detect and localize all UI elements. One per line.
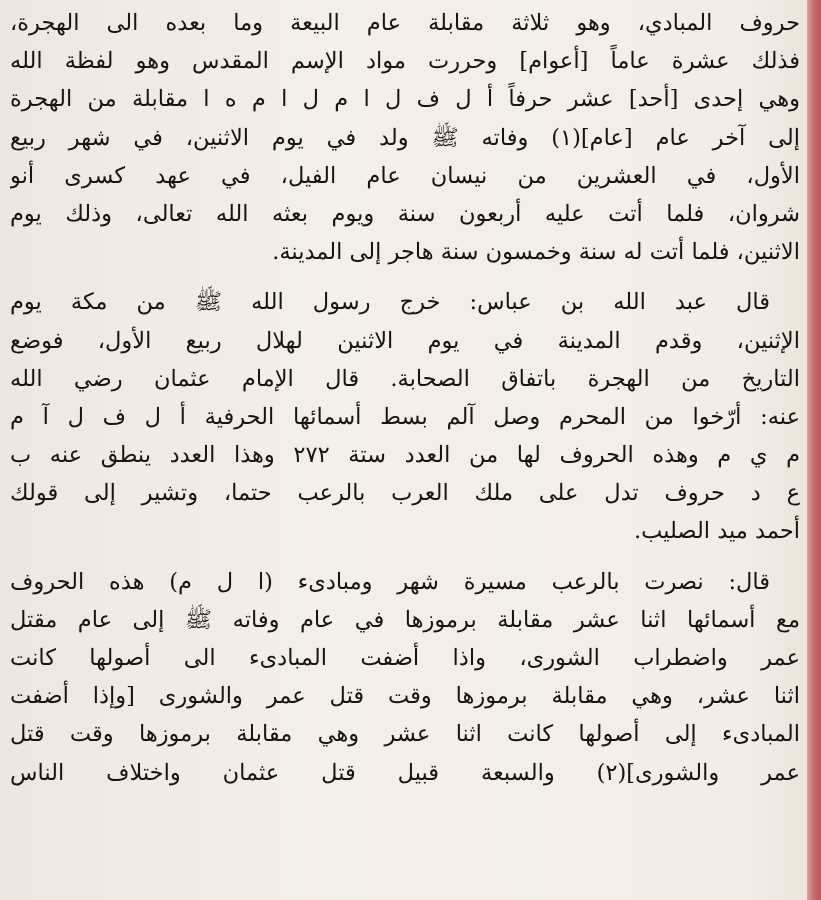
paragraph-3 [10,563,800,792]
text-line: إلى آخر عام [عام](١) وفاته ﷺ ولد في يوم الاثنين، في شهر ربيع [10,124,800,151]
text-line: م ي م وهذه الحروف لها من العدد ستة ٢٧٢ وهذا العدد ينطق عنه ب [10,442,800,469]
paragraph-2 [10,283,800,550]
text-line: الأول، في العشرين من نيسان عام الفيل، في عهد كسرى أنو [10,162,800,189]
page-text [10,4,800,792]
paragraph-1 [10,4,800,271]
page-edge-strip [807,0,821,900]
text-line: قال عبد الله بن عباس: خرج رسول الله ﷺ من مكة يوم [10,289,770,316]
text-line: الاثنين، فلما أتت له سنة وخمسون سنة هاجر إلى المدينة. [272,239,800,266]
text-line: ع د حروف تدل على ملك العرب بالرعب حتما، وتشير إلى قولك [10,480,800,507]
text-line: عنه: أرّخوا من المحرم وصل آلم بسط أسمائها الحرفية أ ل ف ل آ م [10,403,800,430]
paragraph-gap [10,551,800,563]
text-line: عمر والشورى](٢) والسبعة قبيل قتل عثمان واختلاف الناس [10,759,800,786]
text-line: فذلك عشرة عاماً [أعوام] وحررت مواد الإسم المقدس وهو لفظة الله [10,48,800,75]
text-line: قال: نصرت بالرعب مسيرة شهر ومبادىء (ا ل م) هذه الحروف [10,568,770,595]
text-line: حروف المبادي، وهو ثلاثة مقابلة عام البيعة وما بعده الى الهجرة، [10,10,800,36]
text-line: اثنا عشر، وهي مقابلة برموزها وقت قتل عمر والشورى [وإذا أضفت [10,683,800,710]
text-line: مع أسمائها اثنا عشر مقابلة برموزها في عام وفاته ﷺ إلى عام مقتل [10,606,800,633]
text-line: الإثنين، وقدم المدينة في يوم الاثنين لهلال ربيع الأول، فوضع [10,327,800,354]
text-line: وهي إحدى [أحد] عشر حرفاً أ ل ف ل ا م ل ا م ه ا مقابلة من الهجرة [10,86,800,113]
text-line: عمر واضطراب الشورى، واذا أضفت المبادىء الى أصولها كانت [10,645,800,671]
paragraph-gap [10,271,800,283]
text-line: أحمد ميد الصليب. [633,518,800,545]
text-line: المبادىء إلى أصولها كانت اثنا عشر وهي مقابلة برموزها وقت قتل [10,721,800,748]
text-line: التاريخ من الهجرة باتفاق الصحابة. قال الإمام عثمان رضي الله [10,365,800,392]
text-line: شروان، فلما أتت عليه أربعون سنة ويوم بعثه الله تعالى، وذلك يوم [10,200,800,227]
